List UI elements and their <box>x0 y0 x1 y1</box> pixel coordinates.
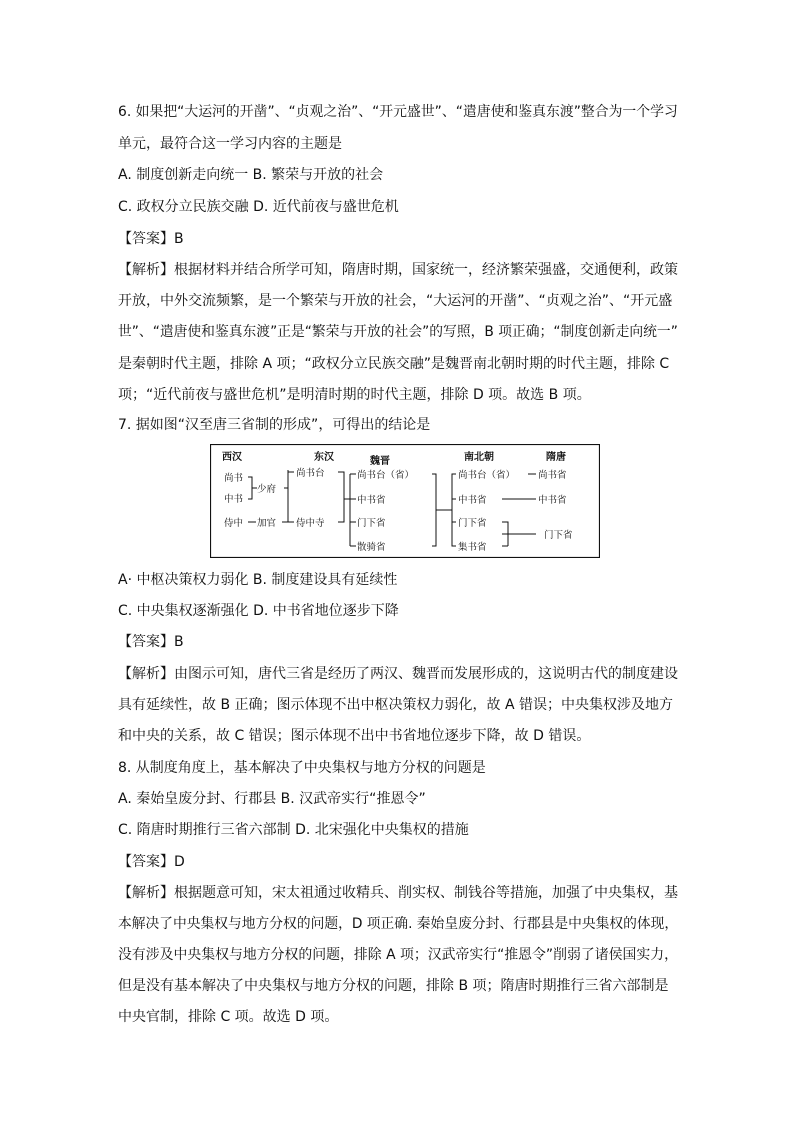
label-nbc-jishusheng: 集书省 <box>458 542 487 553</box>
q7-analysis-line3: 和中央的关系，故 C 错误；图示体现不出中书省地位逐步下降，故 D 错误。 <box>118 728 591 744</box>
q7-options-cd: C. 中央集权逐渐强化 D. 中书省地位逐步下降 <box>118 603 399 619</box>
connector-shangshutai-weijin <box>338 472 350 499</box>
bracket-shaofu-jiaguan <box>282 488 288 522</box>
q6-analysis-line3: 世”、“遣唐使和鉴真东渡”正是“繁荣与开放的社会”的写照，B 项正确；“制度创新走向统一” <box>118 324 678 340</box>
q6-options-cd: C. 政权分立民族交融 D. 近代前夜与盛世危机 <box>118 199 399 215</box>
label-xihan-shangshu: 尚书 <box>224 473 244 484</box>
connector-shizhongsi-weijin <box>338 499 344 522</box>
period-xihan: 西汉 <box>222 452 242 463</box>
bracket-shangshu-zhongshu <box>248 477 252 499</box>
label-st-shangshusheng: 尚书省 <box>538 470 567 481</box>
label-jiaguan: 加官 <box>257 518 277 529</box>
three-department-system-diagram <box>210 444 600 558</box>
label-nbc-shangshutai: 尚书台（省） <box>458 470 516 481</box>
q8-options-cd: C. 隋唐时期推行三省六部制 D. 北宋强化中央集权的措施 <box>118 822 469 838</box>
label-shaofu: 少府 <box>257 484 277 495</box>
bracket-menxia-jishu <box>502 522 508 534</box>
q8-analysis-line1: 【解析】根据题意可知，宋太祖通过收精兵、削实权、制钱谷等措施，加强了中央集权，基 <box>118 885 678 901</box>
q8-analysis-line2: 本解决了中央集权与地方分权的问题，D 项正确. 秦始皇废分封、行郡县是中央集权的体现， <box>118 916 679 932</box>
bracket-nbc-left <box>452 474 456 546</box>
label-xihan-shizhong: 侍中 <box>224 518 244 529</box>
q6-stem-line1: 6. 如果把“大运河的开凿”、“贞观之治”、“开元盛世”、“遣唐使和鉴真东渡”整合为一个学习 <box>118 104 678 120</box>
label-weijin-sanqisheng: 散骑省 <box>357 542 386 553</box>
q8-analysis-line4: 但是没有基本解决了中央集权与地方分权的问题，排除 B 项；隋唐时期推行三省六部制是 <box>118 978 669 994</box>
label-st-menxiasheng: 门下省 <box>544 530 573 541</box>
q8-analysis-line3: 没有涉及中央集权与地方分权的问题，排除 A 项；汉武帝实行“推恩令”削弱了诸侯国实力， <box>118 947 679 963</box>
q6-analysis-line2: 开放，中外交流频繁，是一个繁荣与开放的社会，“大运河的开凿”、“贞观之治”、“开元盛 <box>118 293 673 309</box>
period-nanbeichao: 南北朝 <box>464 452 494 463</box>
label-weijin-zhongshusheng: 中书省 <box>357 495 386 506</box>
label-donghan-shizhongsi: 侍中寺 <box>296 518 325 529</box>
q6-options-ab: A. 制度创新走向统一 B. 繁荣与开放的社会 <box>118 167 384 183</box>
q6-analysis-line1: 【解析】根据材料并结合所学可知，隋唐时期，国家统一，经济繁荣强盛，交通便利，政策 <box>118 262 678 278</box>
label-st-zhongshusheng: 中书省 <box>538 495 567 506</box>
q8-stem: 8. 从制度角度上，基本解决了中央集权与地方分权的问题是 <box>118 760 486 776</box>
q8-options-ab: A. 秦始皇废分封、行郡县 B. 汉武帝实行“推恩令” <box>118 791 426 807</box>
label-weijin-shangshutai: 尚书台（省） <box>357 470 415 481</box>
q7-analysis-line2: 具有延续性，故 B 正确；图示体现不出中枢决策权力弱化，故 A 错误；中央集权涉及地方 <box>118 697 673 713</box>
bracket-weijin-right <box>432 474 436 546</box>
label-donghan-shangshutai: 尚书台 <box>296 468 325 479</box>
q7-analysis-line1: 【解析】由图示可知，唐代三省是经历了两汉、魏晋而发展形成的，这说明古代的制度建设 <box>118 666 678 682</box>
q6-answer: 【答案】B <box>118 231 184 247</box>
q7-stem: 7. 据如图“汉至唐三省制的形成”，可得出的结论是 <box>118 417 431 433</box>
q6-stem-line2: 单元，最符合这一学习内容的主题是 <box>118 136 342 152</box>
label-nbc-menxiasheng: 门下省 <box>458 518 487 529</box>
label-weijin-menxiasheng: 门下省 <box>357 518 386 529</box>
q8-analysis-line5: 中央官制，排除 C 项。故选 D 项。 <box>118 1009 339 1025</box>
q7-answer: 【答案】B <box>118 634 184 650</box>
period-weijin: 魏晋 <box>370 456 390 467</box>
q7-options-ab: A· 中枢决策权力弱化 B. 制度建设具有延续性 <box>118 572 398 588</box>
label-xihan-zhongshu: 中书 <box>224 494 244 505</box>
q6-analysis-line4: 是秦朝时代主题，排除 A 项；“政权分立民族交融”是魏晋南北朝时期的时代主题，排除 C <box>118 356 670 372</box>
label-nbc-zhongshusheng: 中书省 <box>458 495 487 506</box>
period-suitang: 隋唐 <box>546 452 566 463</box>
q6-analysis-line5: 项；“近代前夜与盛世危机”是明清时期的时代主题，排除 D 项。故选 B 项。 <box>118 387 591 403</box>
q8-answer: 【答案】D <box>118 854 185 870</box>
period-donghan: 东汉 <box>314 452 334 463</box>
